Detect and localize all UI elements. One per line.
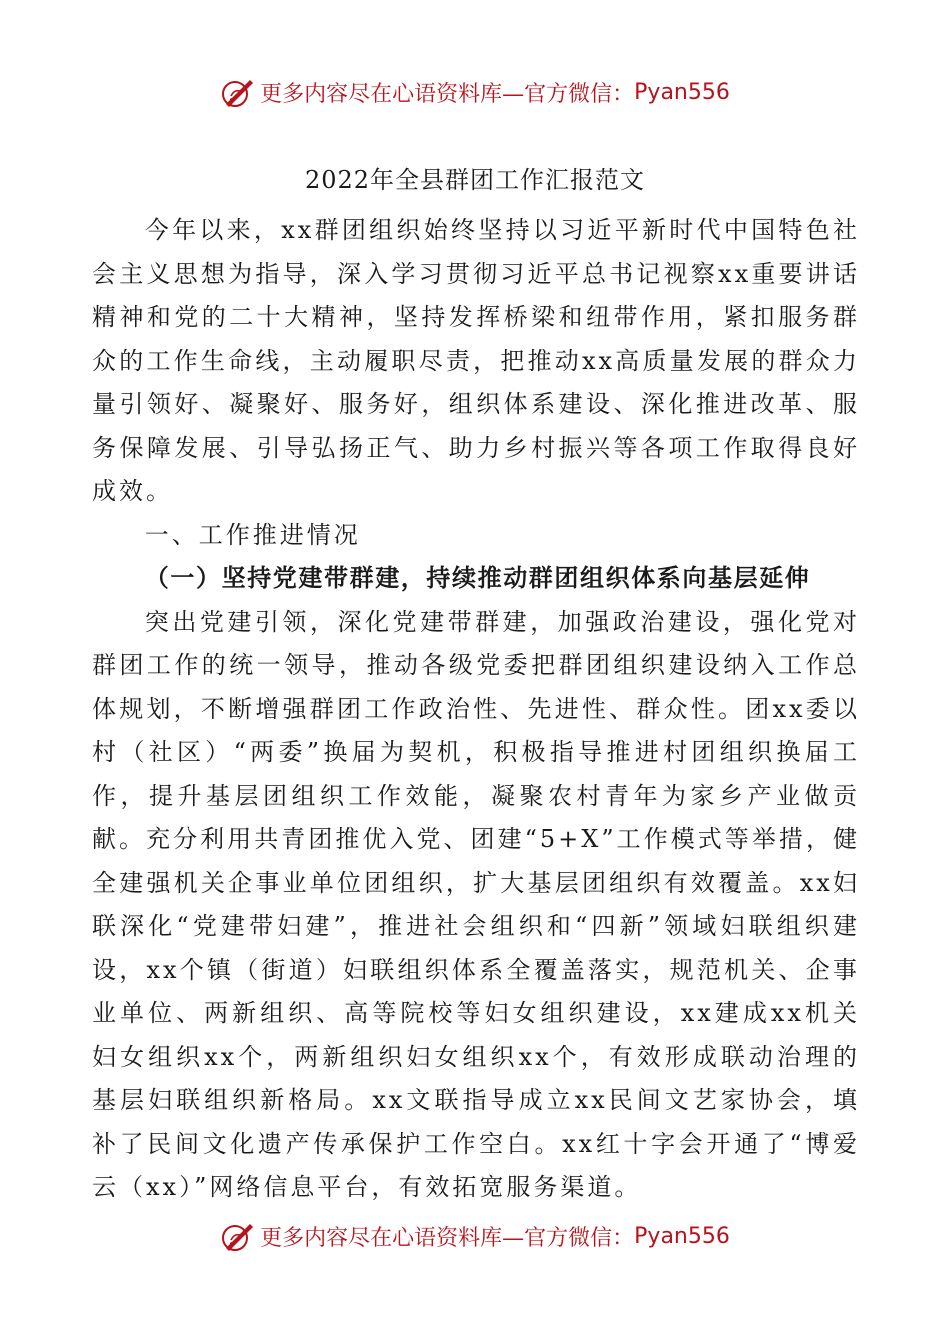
subsection-heading: （一）坚持党建带群建，持续推动群团组织体系向基层延伸 (144, 564, 811, 592)
body-paragraph: 突出党建引领，深化党建带群建，加强政治建设，强化党对群团工作的统一领导，推动各级党委把群团组织建设纳入工作总体规划，不断增强群团工作政治性、先进性、群众性。团xx委以村（社区）“两委”换届为契机，积极指导推进村团组织换届工作，提升基层团组织工作效能，凝聚农村青年为家乡产业做贡献。充分利用共青团推优入党、团建“5+X”工作模式等举措，健全建强机关企事业单位团组织，扩大基层团组织有效覆盖。xx妇联深化“党建带妇建”，推进社会组织和“四新”领域妇联组织建设，xx个镇（街道）妇联组织体系全覆盖落实，规范机关、企事业单位、两新组织、高等院校等妇女组织建设，xx建成xx机关妇女组织xx个，两新组织妇女组织xx个，有效形成联动治理的基层妇联组织新格局。xx文联指导成立xx民间文艺家协会，填补了民间文化遗产传承保护工作空白。xx红十字会开通了“博爱云（xx）”网络信息平台，有效拓宽服务渠道。 (92, 607, 860, 1201)
document-title: 2022年全县群团工作汇报范文 (304, 166, 646, 194)
watermark-contact: Pyan556 (634, 79, 730, 105)
pen-logo-icon (220, 1218, 256, 1254)
watermark-text: 更多内容尽在心语资料库—官方微信： (260, 81, 635, 107)
section-heading: 一、工作推进情况 (144, 520, 361, 549)
watermark-contact: Pyan556 (634, 1223, 730, 1249)
pen-logo-icon (220, 74, 256, 110)
watermark-banner-top (0, 72, 950, 112)
intro-paragraph: 今年以来，xx群团组织始终坚持以习近平新时代中国特色社会主义思想为指导，深入学习贯彻习近平总书记视察xx重要讲话精神和党的二十大精神，坚持发挥桥梁和纽带作用，紧扣服务群众的工作生命线，主动履职尽责，把推动xx高质量发展的群众力量引领好、凝聚好、服务好，组织体系建设、深化推进改革、服务保障发展、引导弘扬正气、助力乡村振兴等各项工作取得良好成效。 (92, 216, 860, 505)
document-body (92, 209, 860, 1210)
watermark-text: 更多内容尽在心语资料库—官方微信： (260, 1225, 635, 1251)
watermark-banner-bottom (0, 1216, 950, 1256)
